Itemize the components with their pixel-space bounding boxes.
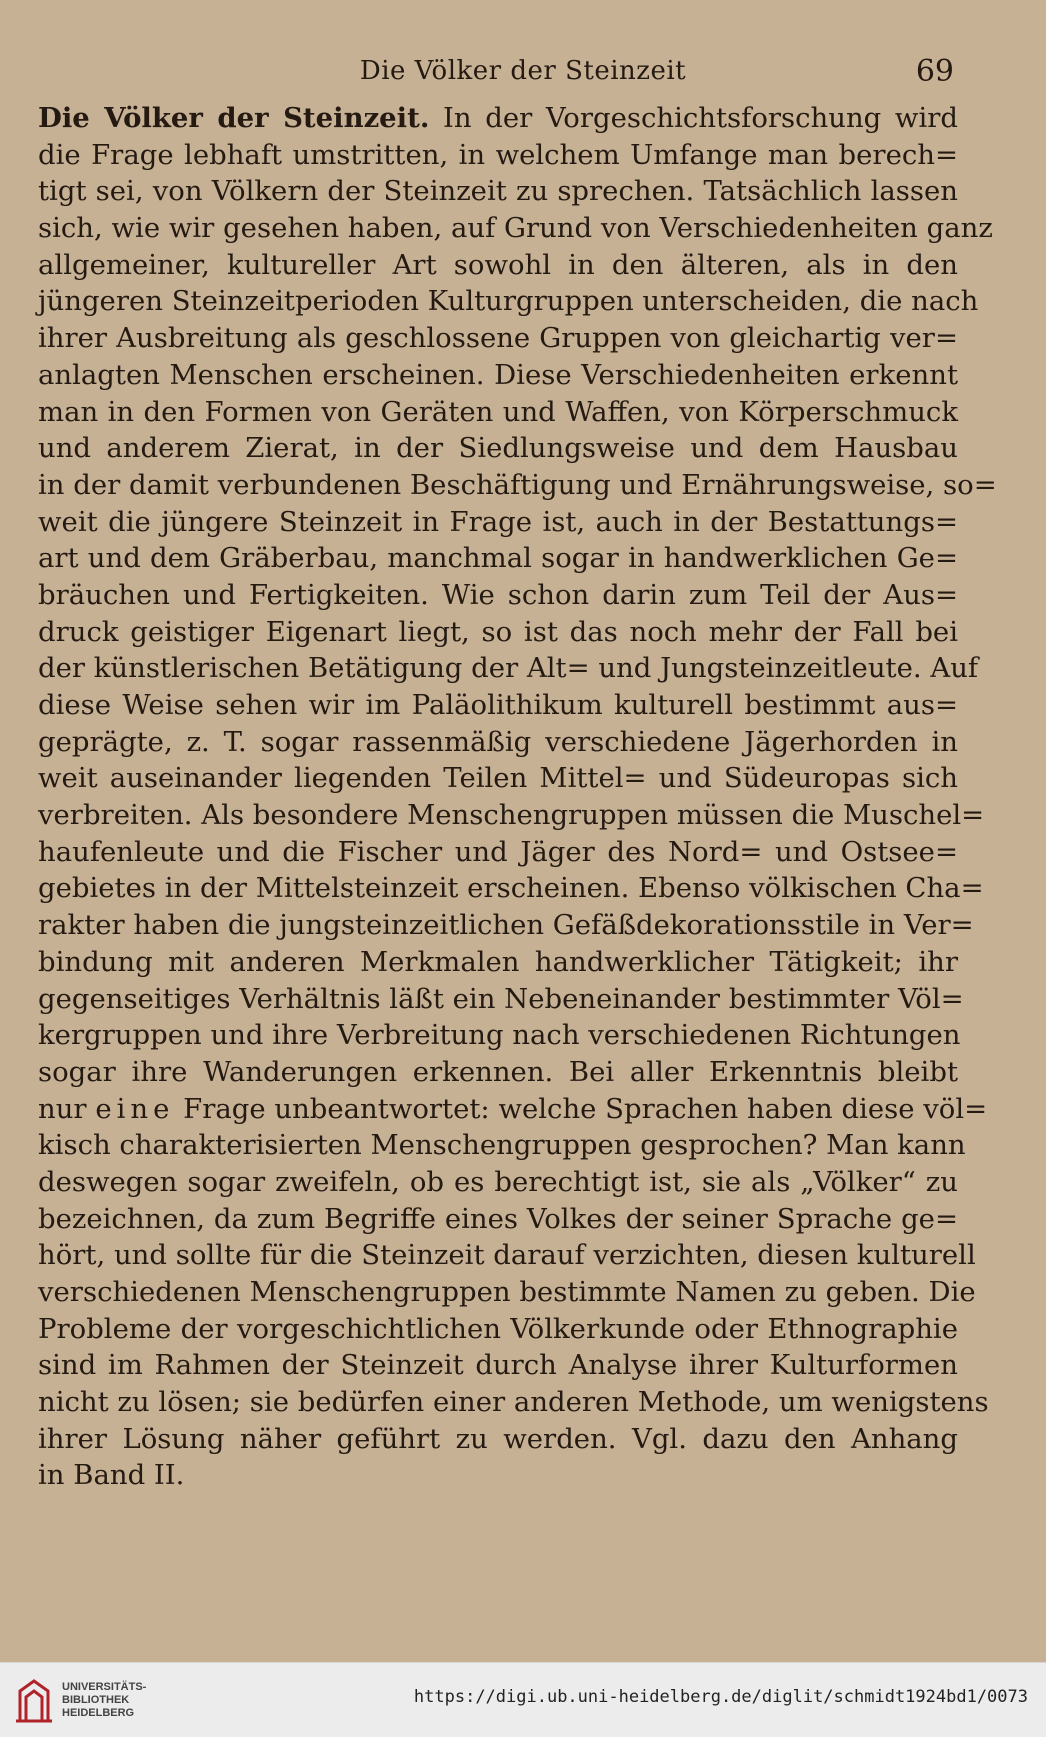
text-line: verbreiten. Als besondere Menschengruppen müssen die Muschel= [38, 799, 985, 832]
text-line: ihrer Ausbreitung als geschlossene Gruppen von gleichartig ver= [38, 322, 958, 355]
text-line: geprägte, z. T. sogar rassenmäßig verschiedene Jägerhorden in [38, 725, 958, 758]
text-line: diese Weise sehen wir im Paläolithikum kulturell bestimmt aus= [38, 689, 958, 721]
text-line: deswegen sogar zweifeln, ob es berechtigt ist, sie als „Völker“ zu [38, 1165, 958, 1198]
library-name-line: BIBLIOTHEK [62, 1694, 130, 1706]
text-line: bräuchen und Fertigkeiten. Wie schon darin zum Teil der Aus= [38, 578, 958, 611]
text-line: sind im Rahmen der Steinzeit durch Analyse ihrer Kulturformen [38, 1349, 958, 1382]
text-line: hört, und sollte für die Steinzeit darauf verzichten, diesen kulturell [38, 1239, 976, 1272]
text-fragment: In der Vorgeschichtsforschung wird [429, 102, 958, 134]
emphasized-word: eine [95, 1092, 175, 1125]
section-lead: Die Völker der Steinzeit. [38, 102, 430, 134]
body-text [38, 100, 997, 1494]
text-line: sich, wie wir gesehen haben, auf Grund von Verschiedenheiten ganz [38, 212, 993, 245]
text-line: kisch charakterisierten Menschengruppen gesprochen? Man kann [38, 1129, 966, 1162]
text-line: weit auseinander liegenden Teilen Mittel= und Südeuropas sich [38, 762, 958, 795]
text-fragment: Frage unbeantwortet: welche Sprachen haben diese völ= [174, 1092, 988, 1125]
text-fragment: nur [38, 1092, 96, 1125]
text-line: und anderem Zierat, in der Siedlungsweise und dem Hausbau [38, 432, 958, 465]
text-line: haufenleute und die Fischer und Jäger des Nord= und Ostsee= [38, 835, 958, 868]
text-line: kergruppen und ihre Verbreitung nach verschiedenen Richtungen [38, 1019, 961, 1052]
text-line: bezeichnen, da zum Begriffe eines Volkes der seiner Sprache ge= [38, 1202, 958, 1235]
text-line: jüngeren Steinzeitperioden Kulturgruppen unterscheiden, die nach [38, 285, 979, 318]
text-line: man in den Formen von Geräten und Waffen, von Körperschmuck [38, 395, 958, 428]
library-name [62, 1681, 146, 1720]
text-line: die Frage lebhaft umstritten, in welchem Umfange man berech= [38, 138, 958, 171]
running-head [0, 52, 1046, 92]
text-line: gebietes in der Mittelsteinzeit erscheinen. Ebenso völkischen Cha= [38, 872, 984, 905]
page-number: 69 [915, 54, 954, 89]
text-line: nicht zu lösen; sie bedürfen einer anderen Methode, um wenigstens [38, 1386, 989, 1419]
source-url-link[interactable]: https://digi.ub.uni-heidelberg.de/diglit/schmidt1924bd1/0073 [413, 1687, 1028, 1707]
text-line: sogar ihre Wanderungen erkennen. Bei aller Erkenntnis bleibt [38, 1055, 958, 1088]
text-line: rakter haben die jungsteinzeitlichen Gefäßdekorationsstile in Ver= [38, 909, 974, 942]
library-name-line: HEIDELBERG [62, 1707, 135, 1719]
text-line: in der damit verbundenen Beschäftigung und Ernährungsweise, so= [38, 468, 997, 501]
text-line: allgemeiner, kultureller Art sowohl in den älteren, als in den [38, 248, 958, 281]
text-line: gegenseitiges Verhältnis läßt ein Nebeneinander bestimmter Völ= [38, 982, 964, 1015]
text-line: verschiedenen Menschengruppen bestimmte Namen zu geben. Die [38, 1276, 976, 1308]
text-line: bindung mit anderen Merkmalen handwerklicher Tätigkeit; ihr [38, 945, 958, 978]
running-title: Die Völker der Steinzeit [359, 56, 687, 86]
library-logo-icon [12, 1677, 56, 1725]
text-line: anlagten Menschen erscheinen. Diese Verschiedenheiten erkennt [38, 358, 958, 391]
text-line: ihrer Lösung näher geführt zu werden. Vgl. dazu den Anhang [38, 1422, 958, 1455]
text-line: in Band II. [38, 1459, 185, 1492]
text-line: art und dem Gräberbau, manchmal sogar in handwerklichen Ge= [38, 542, 958, 575]
text-line: weit die jüngere Steinzeit in Frage ist, auch in der Bestattungs= [38, 505, 958, 538]
footer-bar [0, 1662, 1046, 1737]
text-line: der künstlerischen Betätigung der Alt= und Jungsteinzeitleute. Auf [38, 652, 979, 685]
text-line: Probleme der vorgeschichtlichen Völkerkunde oder Ethnographie [38, 1312, 958, 1345]
text-line: druck geistiger Eigenart liegt, so ist das noch mehr der Fall bei [38, 615, 958, 648]
text-line [38, 1091, 988, 1128]
text-line [38, 100, 958, 137]
library-name-line: UNIVERSITÄTS- [62, 1681, 147, 1693]
text-line: tigt sei, von Völkern der Steinzeit zu sprechen. Tatsächlich lassen [38, 175, 958, 208]
